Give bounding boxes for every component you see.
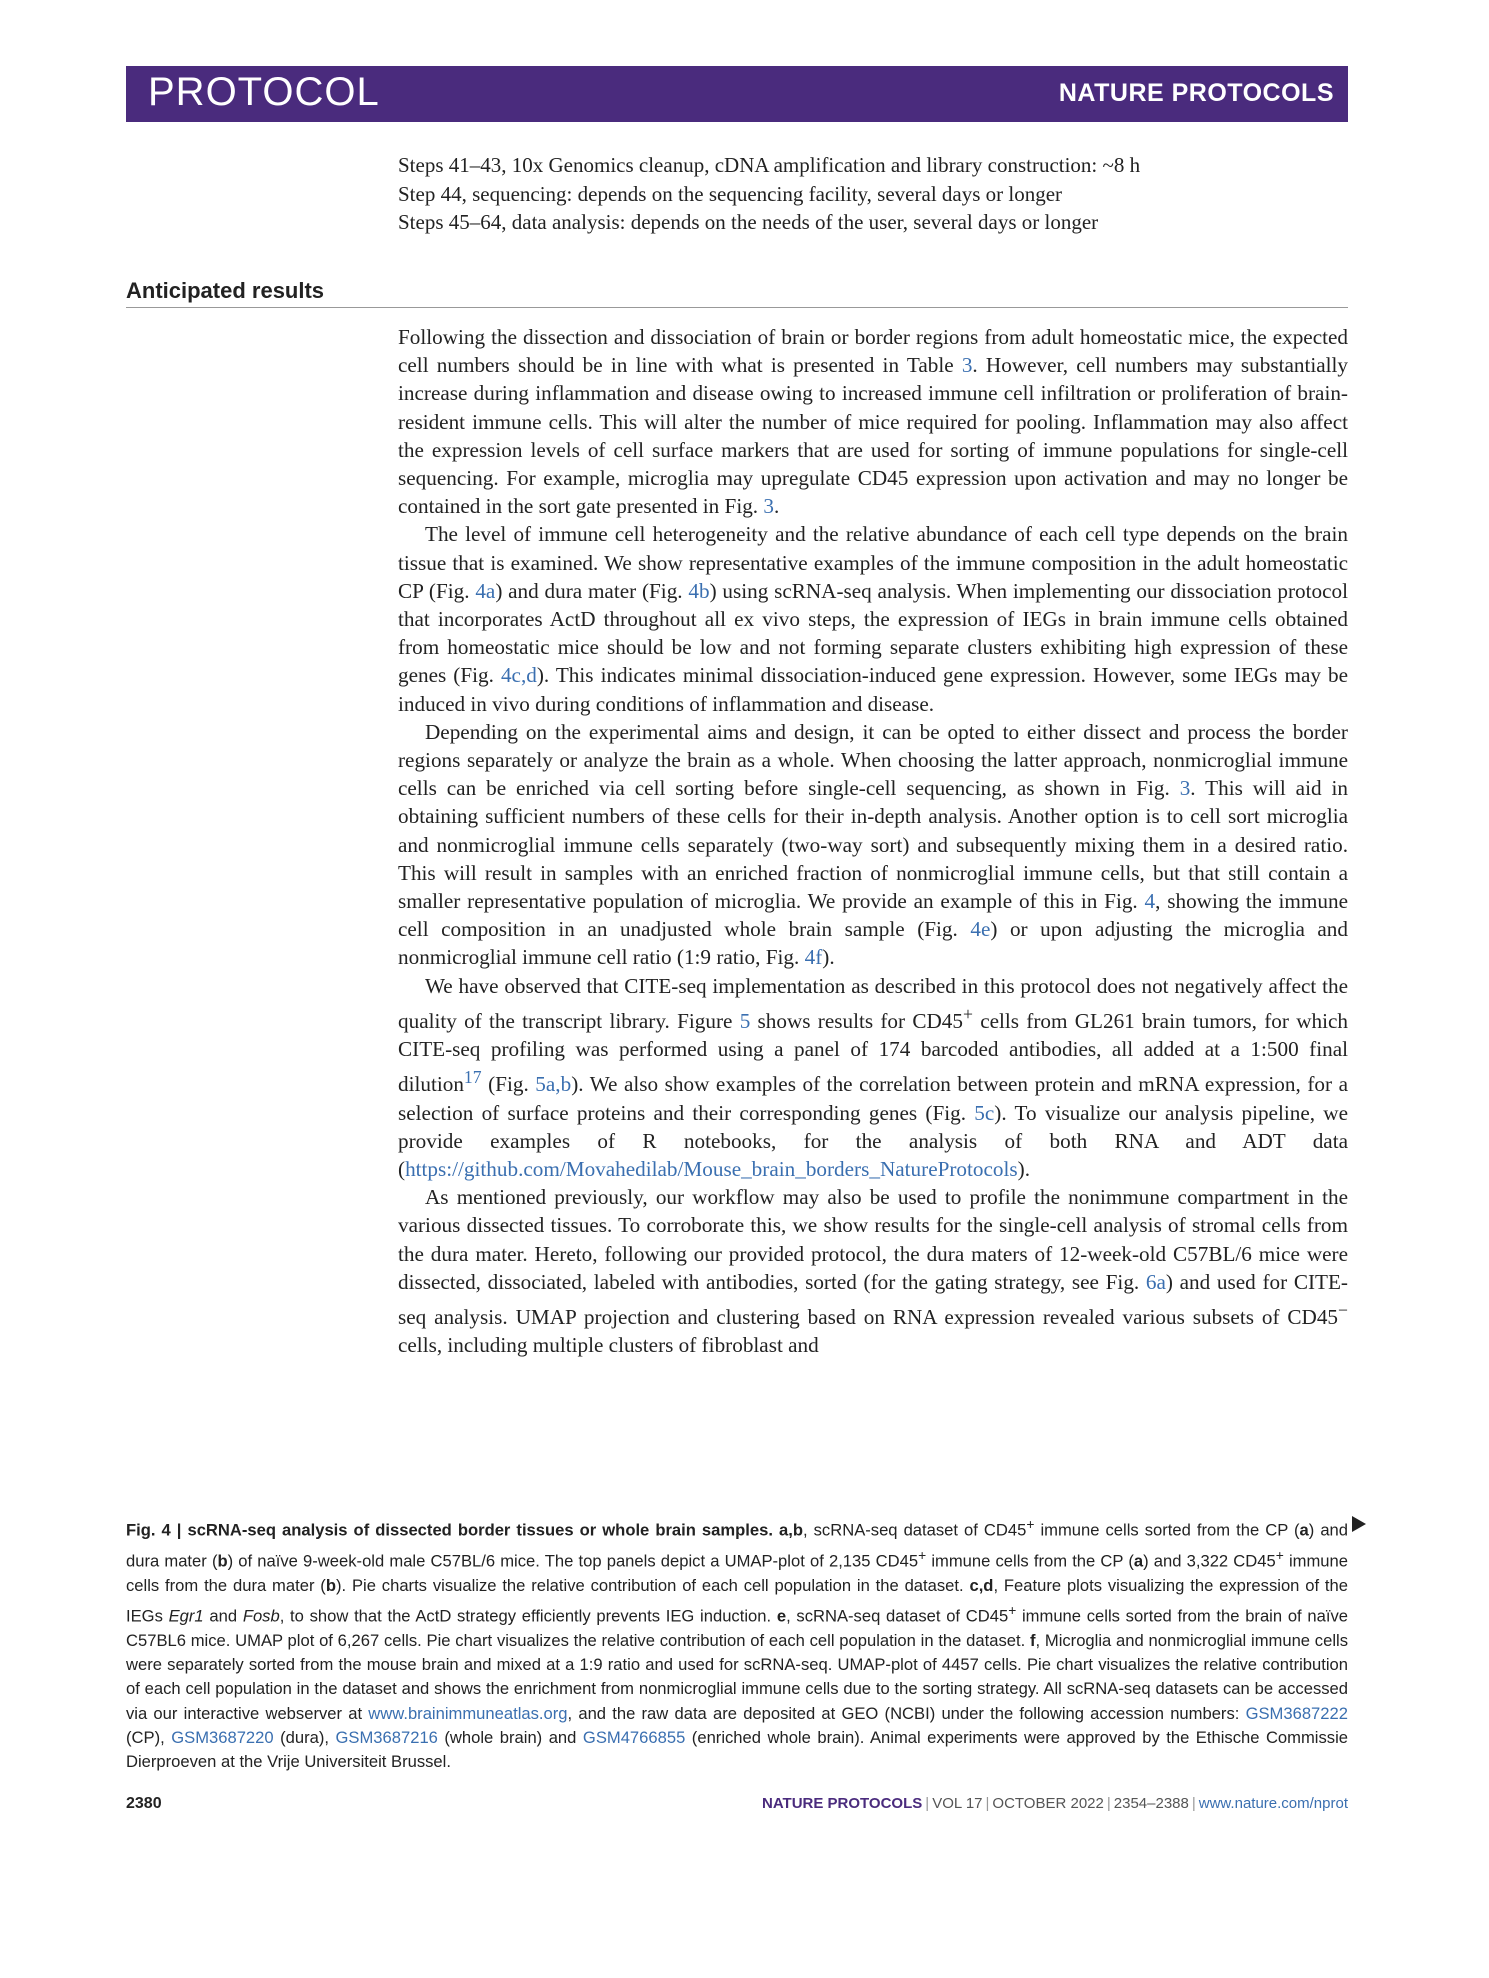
footer-url-link[interactable]: www.nature.com/nprot — [1198, 1795, 1348, 1812]
footer-separator: | — [1106, 1795, 1111, 1812]
text-run: cells from GL261 brain tumors, for which CITE-seq profiling was performed using a panel of 174 barcoded antibodies, all added at a 1:500 final dilution — [398, 1008, 1348, 1097]
text-run: ). Pie charts visualize the relative contribution of each cell population in the dataset. — [335, 1575, 970, 1595]
text-run: (CP), — [126, 1727, 172, 1747]
figure-ref-link[interactable]: 5a,b — [535, 1072, 572, 1097]
footer-citation — [762, 1795, 1348, 1812]
gene-name: Fosb — [242, 1606, 280, 1626]
text-run: ) and dura mater (Fig. — [495, 578, 689, 603]
geo-accession-link[interactable]: GSM3687222 — [1245, 1703, 1348, 1723]
footer-pages: 2354–2388 — [1113, 1795, 1189, 1812]
panel-label: b — [217, 1551, 228, 1571]
text-run: ) and 3,322 CD45 — [1143, 1551, 1276, 1571]
text-run: Depending on the experimental aims and design, it can be opted to either dissect and process the border regions separately or analyze the brain as a whole. When choosing the latter approach, nonmicroglial immune cells can be enriched via cell sorting before single-cell sequencing, as shown in Fig. — [398, 719, 1348, 801]
geo-accession-link[interactable]: GSM4766855 — [582, 1727, 686, 1747]
text-run: and — [203, 1606, 243, 1626]
panel-label: b — [325, 1575, 336, 1595]
text-run: immune cells sorted from the CP ( — [1034, 1520, 1300, 1540]
panel-label: a — [1299, 1520, 1309, 1540]
text-run: shows results for CD45 — [750, 1008, 963, 1033]
text-run: (Fig. — [481, 1072, 536, 1097]
text-run: . However, cell numbers may substantially increase during inflammation and disease owing to increased immune cell infiltration or proliferation of brain-resident immune cells. This will alter the number of mice required for pooling. Inflammation may also affect the expression levels of cell surface markers that are used for sorting of immune populations for single-cell sequencing. For example, microglia may upregulate CD45 expression upon activation and may no longer be contained in the sort gate presented in Fig. — [398, 353, 1348, 519]
footer-separator: | — [1191, 1795, 1196, 1812]
paragraph — [398, 520, 1348, 717]
text-run: ). This indicates minimal dissociation-induced gene expression. However, some IEGs may be induced in vivo during conditions of inflammation and disease. — [398, 663, 1348, 716]
panel-label: a — [1133, 1551, 1144, 1571]
figure-ref-link[interactable]: 4e — [970, 917, 991, 942]
text-run: , scRNA-seq dataset of CD45 — [786, 1606, 1009, 1626]
figure-ref-link[interactable]: 3 — [763, 494, 774, 519]
text-run: immune cells from the dura mater ( — [126, 1551, 1348, 1595]
timing-line: Steps 45–64, data analysis: depends on the needs of the user, several days or longer — [398, 210, 1099, 234]
superscript: + — [918, 1546, 927, 1563]
caption-continue-arrow-icon — [1352, 1516, 1366, 1532]
table-ref-link[interactable]: 3 — [961, 353, 973, 378]
text-run: We have observed that CITE-seq implementation as described in this protocol does not negatively affect the quality of the transcript library. Figure — [398, 973, 1348, 1033]
footer-date: OCTOBER 2022 — [992, 1795, 1104, 1812]
text-run: (enriched whole brain). Animal experiments were approved by the Ethische Commissie Dierproeven at the Vrije Universiteit Brussel. — [126, 1727, 1349, 1772]
github-link[interactable]: https://github.com/Movahedilab/Mouse_brain_borders_NatureProtocols — [405, 1157, 1018, 1182]
superscript: + — [1026, 1516, 1035, 1532]
text-run: , Microglia and nonmicroglial immune cells were separately sorted from the mouse brain and mixed at a 1:9 ratio and used for scRNA-seq. UMAP-plot of 4457 cells. Pie chart visualizes the relative contribution of each cell population in the dataset and shows the enrichment from nonmicroglial immune cells due to the sorting strategy. All scRNA-seq datasets can be accessed via our interactive webserver at — [126, 1630, 1348, 1723]
text-run: ) and dura mater ( — [126, 1520, 1349, 1571]
panel-label: f — [1029, 1630, 1036, 1650]
text-run: . This will aid in obtaining sufficient numbers of these cells for their in-depth analysis. Another option is to cell sort microglia and nonmicroglial immune cells separately (two-way sort) and subsequently mixing them in a desired ratio. This will result in samples with an enriched fraction of nonmicroglial immune cells, but that still contain a smaller representative population of microglia. We provide an example of this in Fig. — [398, 776, 1348, 914]
text-run: , and the raw data are deposited at GEO (NCBI) under the following accession numbers: — [567, 1703, 1246, 1723]
panel-label: c,d — [969, 1575, 994, 1595]
superscript: + — [1008, 1601, 1017, 1618]
text-run: (dura), — [273, 1727, 336, 1747]
figure-ref-link[interactable]: 4c,d — [500, 663, 537, 688]
journal-name: NATURE PROTOCOLS — [1058, 79, 1334, 107]
citation-ref-link[interactable]: 17 — [463, 1067, 482, 1088]
text-run: immune cells sorted from the brain of naïve C57BL6 mice. UMAP plot of 6,267 cells. Pie chart visualizes the relative contribution of each cell population in the dataset. — [126, 1606, 1348, 1650]
paragraph — [398, 1183, 1348, 1359]
text-run: ). We also show examples of the correlation between protein and mRNA expression, for a selection of surface proteins and their corresponding genes (Fig. — [398, 1072, 1348, 1125]
page-number: 2380 — [126, 1795, 162, 1812]
panel-label: a,b — [779, 1520, 803, 1540]
paragraph — [398, 972, 1348, 1184]
text-run: immune cells from the CP ( — [926, 1551, 1134, 1571]
text-run: cells, including multiple clusters of fibroblast and — [398, 1333, 819, 1358]
text-run: The level of immune cell heterogeneity and the relative abundance of each cell type depends on the brain tissue that is examined. We show representative examples of the immune composition in the adult homeostatic CP (Fig. — [398, 522, 1348, 603]
geo-accession-link[interactable]: GSM3687220 — [171, 1727, 274, 1747]
figure-ref-link[interactable]: 4 — [1144, 889, 1156, 914]
geo-accession-link[interactable]: GSM3687216 — [335, 1727, 438, 1747]
gene-name: Egr1 — [168, 1606, 204, 1626]
text-run: ). To visualize our analysis pipeline, we provide examples of R notebooks, for the analysis of both RNA and ADT data ( — [398, 1100, 1348, 1182]
figure-ref-link[interactable]: 4f — [804, 945, 823, 970]
text-run: (whole brain) and — [437, 1727, 583, 1747]
superscript: + — [1275, 1546, 1284, 1563]
timing-list — [398, 151, 1348, 237]
figure-ref-link[interactable]: 3 — [1179, 776, 1191, 801]
section-divider — [126, 307, 1348, 308]
footer-separator: | — [985, 1795, 990, 1812]
figure-ref-link[interactable]: 5c — [974, 1100, 995, 1125]
text-run: ) of naïve 9-week-old male C57BL/6 mice. The top panels depict a UMAP-plot of 2,135 CD45 — [227, 1551, 919, 1571]
text-run: . — [774, 494, 780, 519]
figure-ref-link[interactable]: 4b — [688, 578, 710, 603]
text-run: ) using scRNA-seq analysis. When implementing our dissociation protocol that incorporates ActD throughout all ex vivo steps, the expression of IEGs in brain immune cells obtained from homeostatic mice should be low and not forming separate clusters exhibiting high expression of these genes (Fig. — [398, 578, 1348, 688]
paragraph — [398, 718, 1348, 972]
superscript: − — [1338, 1300, 1348, 1321]
figure-caption — [126, 1512, 1348, 1775]
text-run: , scRNA-seq dataset of CD45 — [802, 1520, 1027, 1540]
paragraph — [398, 323, 1348, 520]
text-run: Following the dissection and dissociation of brain or border regions from adult homeostatic mice, the expected cell numbers should be in line with what is presented in Table — [398, 325, 1348, 378]
text-run: ). — [822, 945, 835, 970]
text-run: ) and used for CITE-seq analysis. UMAP projection and clustering based on RNA expression revealed various subsets of CD45 — [398, 1269, 1348, 1330]
text-run: ) or upon adjusting the microglia and nonmicroglial immune cell ratio (1:9 ratio, Fig. — [398, 917, 1348, 970]
superscript: + — [962, 1003, 973, 1024]
section-type-label: PROTOCOL — [148, 70, 380, 114]
footer-volume: VOL 17 — [932, 1795, 983, 1812]
timing-line: Step 44, sequencing: depends on the sequencing facility, several days or longer — [398, 181, 1063, 206]
figure-ref-link[interactable]: 6a — [1145, 1269, 1166, 1294]
webserver-link[interactable]: www.brainimmuneatlas.org — [368, 1703, 568, 1723]
figure-ref-link[interactable]: 5 — [739, 1008, 751, 1033]
text-run: , to show that the ActD strategy efficiently prevents IEG induction. — [279, 1606, 777, 1626]
header-band — [126, 66, 1348, 122]
timing-line: Steps 41–43, 10x Genomics cleanup, cDNA amplification and library construction: ~8 h — [398, 153, 1141, 177]
section-heading: Anticipated results — [126, 278, 325, 303]
caption-title: Fig. 4 | scRNA-seq analysis of dissected border tissues or whole brain samples. — [126, 1520, 773, 1540]
text-run: ). — [1017, 1157, 1030, 1182]
body-text — [398, 323, 1348, 1360]
text-run: , Feature plots visualizing the expression of the IEGs — [126, 1575, 1348, 1626]
text-run: , showing the immune cell composition in an unadjusted whole brain sample (Fig. — [398, 889, 1348, 942]
footer-separator: | — [925, 1795, 930, 1812]
text-run: As mentioned previously, our workflow may also be used to profile the nonimmune compartment in the various dissected tissues. To corroborate this, we show results for the single-cell analysis of stromal cells from the dura mater. Hereto, following our provided protocol, the dura maters of 12-week-old C57BL/6 mice were dissected, dissociated, labeled with antibodies, sorted (for the gating strategy, see Fig. — [398, 1185, 1348, 1294]
figure-ref-link[interactable]: 4a — [475, 578, 496, 603]
panel-label: e — [776, 1606, 787, 1626]
footer-journal: NATURE PROTOCOLS — [761, 1795, 923, 1812]
